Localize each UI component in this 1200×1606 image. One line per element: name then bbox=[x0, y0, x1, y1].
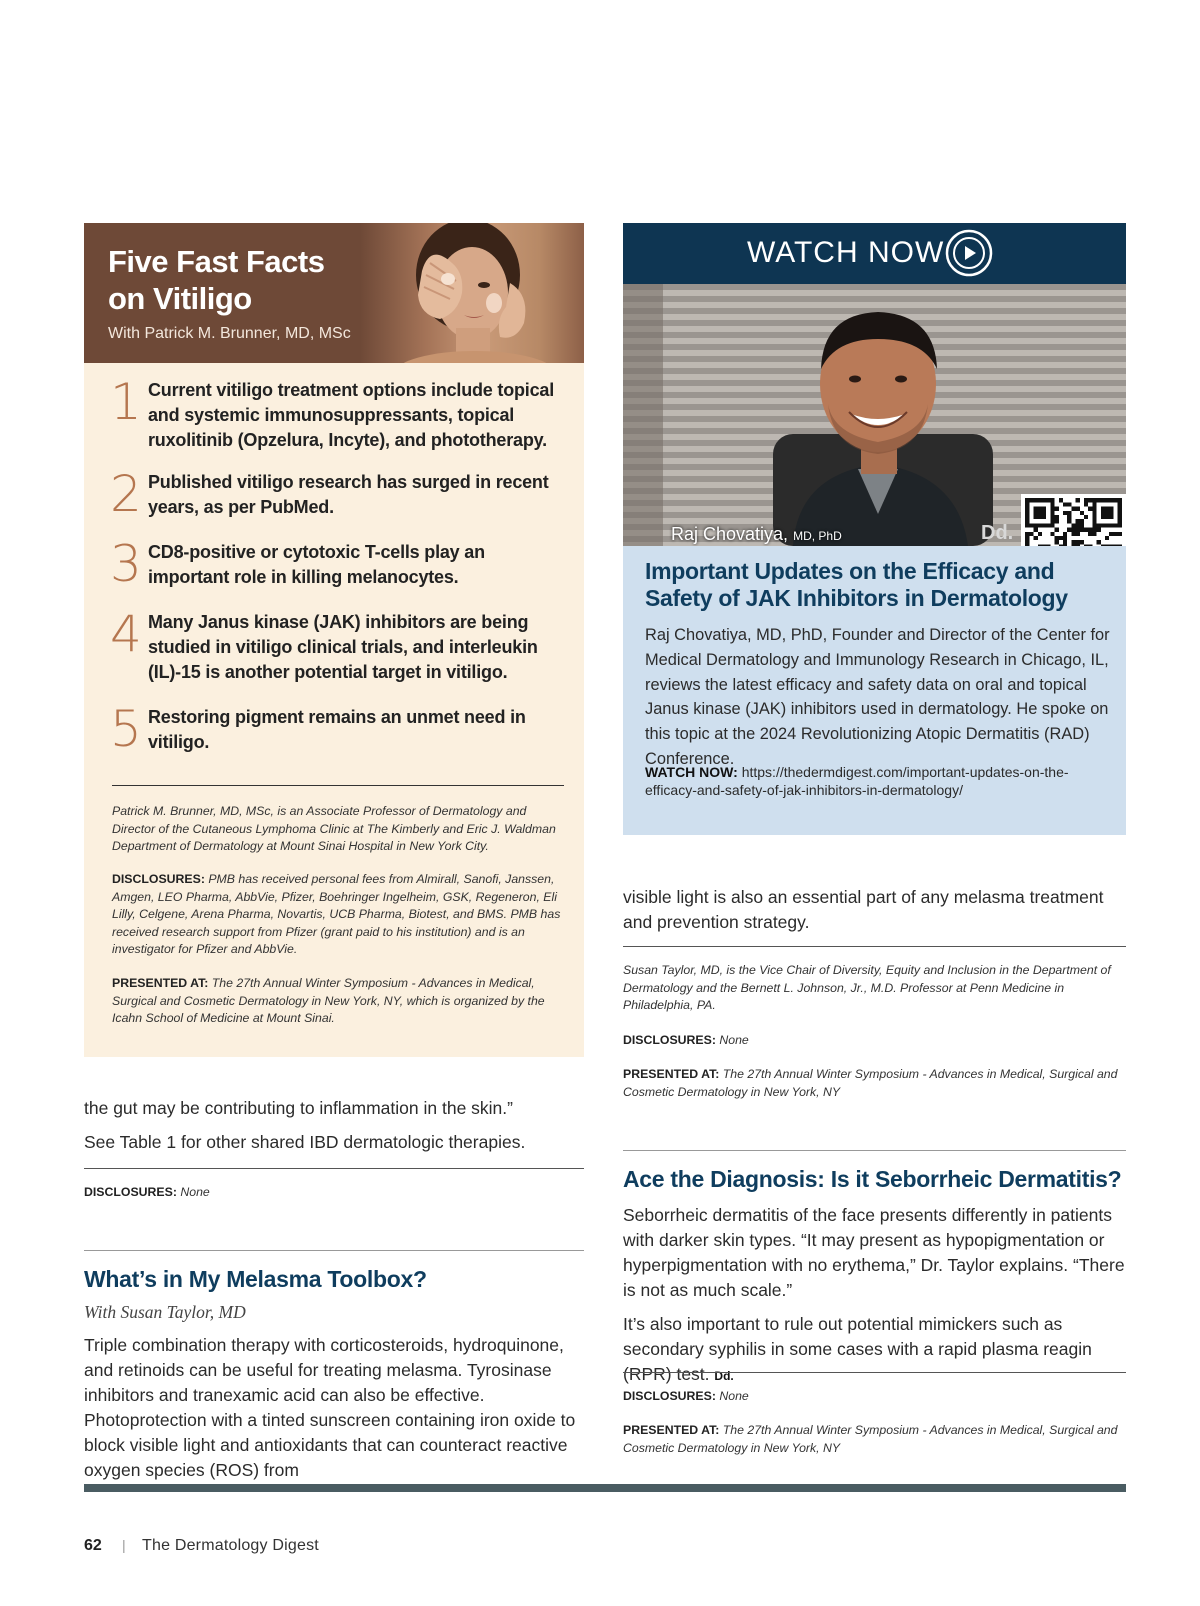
watch-now-label[interactable]: WATCH NOW bbox=[747, 236, 945, 269]
disclosures-text: PMB has received personal fees from Almirall, Sanofi, Janssen, Amgen, LEO Pharma, AbbVie, Pfizer, Boehringer Ingelheim, GSK, Regeneron, Eli Lilly, Celgene, Arena Pharma, Novartis, UCB Pharma, Biotest, and BMS. PMB has received research support from Pfizer (grant paid to his institution) and is an investigator for Pfizer and AbbVie. bbox=[112, 872, 561, 956]
author-bio: Susan Taylor, MD, is the Vice Chair of Diversity, Equity and Inclusion in the Department of Dermatology and the Bernett L. Johnson, Jr., M.D. Professor at Penn Medicine in Philadelphia, PA. bbox=[623, 963, 1111, 1012]
body-paragraph-text: It’s also important to rule out potential mimickers such as secondary syphilis in some cases with a rapid plasma reagin (RPR) test. bbox=[623, 1314, 1092, 1384]
disclosures bbox=[623, 1388, 1123, 1406]
video-caption bbox=[671, 524, 842, 545]
disclosures-label: DISCLOSURES: bbox=[623, 1389, 716, 1403]
disclosures-label: DISCLOSURES: bbox=[623, 1033, 716, 1047]
presented-text: The 27th Annual Winter Symposium - Advances in Medical, Surgical and Cosmetic Dermatology in New York, NY bbox=[623, 1067, 1118, 1099]
body-paragraph: visible light is also an essential part of any melasma treatment and prevention strategy. bbox=[623, 887, 1104, 932]
vitiligo-title-line2: on Vitiligo bbox=[108, 281, 252, 316]
fact-item bbox=[110, 465, 570, 523]
body-paragraph: the gut may be contributing to inflammation in the skin.” bbox=[84, 1098, 513, 1118]
fact-text: Current vitiligo treatment options include topical and systemic immunosuppressants, topical ruxolitinib (Opzelura, Incyte), and phototherapy. bbox=[148, 380, 555, 450]
presented-label: PRESENTED AT: bbox=[112, 976, 209, 990]
body-paragraph bbox=[623, 1312, 1126, 1389]
divider bbox=[84, 1250, 584, 1251]
body-paragraph: Seborrheic dermatitis of the face presents differently in patients with darker skin types. “It may present as hypopigmentation or hyperpigmentation with no erythema,” Dr. Taylor explains. “There is not as much scale.” bbox=[623, 1205, 1125, 1300]
presented-text: The 27th Annual Winter Symposium - Advances in Medical, Surgical and Cosmetic Dermatology in New York, NY bbox=[623, 1423, 1118, 1455]
disclosures-text: None bbox=[719, 1389, 749, 1403]
fact-text: Published vitiligo research has surged in recent years, as per PubMed. bbox=[148, 472, 549, 517]
fact-number: 2 bbox=[110, 465, 142, 523]
video-thumbnail[interactable] bbox=[623, 284, 1126, 546]
fact-item bbox=[110, 605, 570, 688]
watch-link-url[interactable]: https://thedermdigest.com/important-updates-on-the-efficacy-and-safety-of-jak-inhibitors-in-dermatology/ bbox=[645, 764, 1069, 798]
end-mark: Dd. bbox=[714, 1369, 734, 1383]
section-heading: What’s in My Melasma Toolbox? bbox=[84, 1266, 427, 1292]
fact-number: 3 bbox=[110, 535, 142, 593]
video-person-name: Raj Chovatiya, bbox=[671, 524, 789, 544]
presented-at bbox=[112, 975, 567, 1028]
fact-text: Many Janus kinase (JAK) inhibitors are being studied in vitiligo clinical trials, and interleukin (IL)-15 is another potential target in vitiligo. bbox=[148, 612, 538, 682]
disclosures bbox=[623, 1032, 1123, 1050]
footer-separator: | bbox=[122, 1537, 126, 1553]
author-bio: Patrick M. Brunner, MD, MSc, is an Associate Professor of Dermatology and Director of the Cutaneous Lymphoma Clinic at The Kimberly and Eric J. Waldman Department of Dermatology at Mount Sinai Hospital in New York City. bbox=[112, 804, 556, 853]
vitiligo-facts-box bbox=[84, 223, 584, 1057]
byline: With Susan Taylor, MD bbox=[84, 1302, 246, 1322]
disclosures bbox=[84, 1184, 584, 1202]
watch-link bbox=[645, 763, 1115, 799]
fact-item bbox=[110, 700, 570, 758]
fact-item bbox=[110, 535, 570, 593]
fact-item bbox=[110, 373, 570, 456]
disclosures bbox=[112, 871, 567, 959]
fact-text: CD8-positive or cytotoxic T-cells play an important role in killing melanocytes. bbox=[148, 542, 485, 587]
divider bbox=[623, 946, 1126, 947]
presented-label: PRESENTED AT: bbox=[623, 1067, 720, 1081]
video-logo: Dd. bbox=[981, 522, 1014, 544]
fact-number: 5 bbox=[110, 700, 142, 758]
vitiligo-header bbox=[84, 223, 584, 363]
footer-bar bbox=[84, 1484, 1126, 1492]
presented-text: The 27th Annual Winter Symposium - Advances in Medical, Surgical and Cosmetic Dermatology in New York, NY, which is organized by the Icahn School of Medicine at Mount Sinai. bbox=[112, 976, 545, 1025]
presented-at bbox=[623, 1422, 1123, 1457]
publication-name: The Dermatology Digest bbox=[142, 1537, 319, 1554]
divider bbox=[112, 785, 564, 786]
presented-label: PRESENTED AT: bbox=[623, 1423, 720, 1437]
body-paragraph: See Table 1 for other shared IBD dermatologic therapies. bbox=[84, 1132, 526, 1152]
video-description: Raj Chovatiya, MD, PhD, Founder and Director of the Center for Medical Dermatology and Immunology Research in Chicago, IL, reviews the latest efficacy and safety data on oral and topical Janus kinase (JAK) inhibitors used in dermatology. He spoke on this topic at the 2024 Revolutionizing Atopic Dermatitis (RAD) Conference. bbox=[645, 626, 1110, 768]
fact-number: 4 bbox=[110, 605, 142, 663]
divider bbox=[623, 1372, 1126, 1373]
play-icon[interactable] bbox=[944, 228, 994, 278]
fact-text: Restoring pigment remains an unmet need in vitiligo. bbox=[148, 707, 526, 752]
disclosures-text: None bbox=[719, 1033, 749, 1047]
vitiligo-portrait-image bbox=[360, 223, 584, 363]
video-title: Important Updates on the Efficacy and Safety of JAK Inhibitors in Dermatology bbox=[645, 558, 1068, 611]
video-card bbox=[623, 223, 1126, 835]
qr-code-icon bbox=[1021, 494, 1126, 546]
page-number: 62 bbox=[84, 1537, 102, 1554]
fact-number: 1 bbox=[110, 373, 142, 431]
watch-link-label: WATCH NOW: bbox=[645, 764, 738, 780]
watch-now-banner[interactable] bbox=[623, 223, 1126, 284]
disclosures-label: DISCLOSURES: bbox=[84, 1185, 177, 1199]
divider bbox=[623, 1150, 1126, 1151]
vitiligo-subtitle: With Patrick M. Brunner, MD, MSc bbox=[108, 325, 351, 342]
video-person-credentials: MD, PhD bbox=[793, 529, 842, 543]
divider bbox=[84, 1168, 584, 1169]
vitiligo-title bbox=[108, 243, 378, 317]
vitiligo-title-line1: Five Fast Facts bbox=[108, 244, 325, 279]
disclosures-label: DISCLOSURES: bbox=[112, 872, 205, 886]
body-paragraph: Triple combination therapy with corticosteroids, hydroquinone, and retinoids can be useful for treating melasma. Tyrosinase inhibitors and tranexamic acid can also be effective. Photoprotection with a tinted sunscreen containing iron oxide to block visible light and antioxidants that can counteract reactive oxygen species (ROS) from bbox=[84, 1335, 576, 1480]
presented-at bbox=[623, 1066, 1123, 1101]
section-heading: Ace the Diagnosis: Is it Seborrheic Dermatitis? bbox=[623, 1166, 1122, 1192]
disclosures-text: None bbox=[180, 1185, 210, 1199]
